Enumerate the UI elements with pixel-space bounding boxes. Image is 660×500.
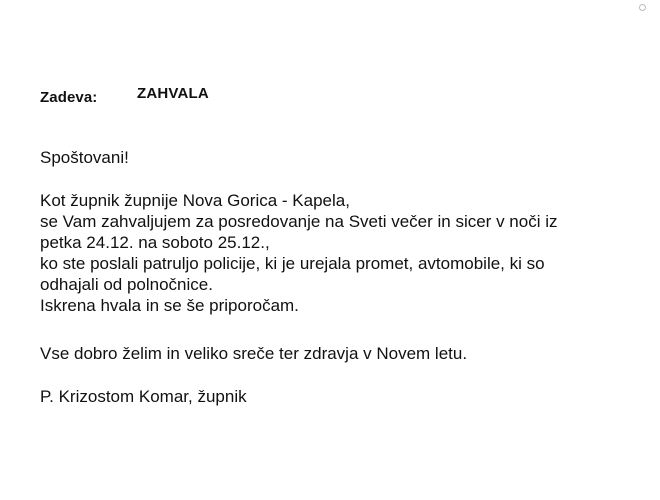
paragraph-line: se Vam zahvaljujem za posredovanje na Sveti večer in sicer v noči iz (40, 212, 558, 231)
paragraph-line: odhajali od polnočnice. (40, 275, 213, 294)
paragraph-line: Kot župnik župnije Nova Gorica - Kapela, (40, 191, 350, 210)
subject-value: ZAHVALA (137, 85, 209, 102)
thanks-paragraph (40, 190, 640, 316)
wishes-paragraph: Vse dobro želim in veliko sreče ter zdravja v Novem letu. (40, 344, 468, 363)
paragraph-line: Iskrena hvala in se še priporočam. (40, 296, 299, 315)
signature: P. Krizostom Komar, župnik (40, 387, 247, 406)
paragraph-line: ko ste poslali patruljo policije, ki je urejala promet, avtomobile, ki so (40, 254, 545, 273)
paragraph-line: petka 24.12. na soboto 25.12., (40, 233, 270, 252)
greeting: Spoštovani! (40, 148, 129, 167)
subject-label: Zadeva: (40, 89, 98, 106)
scan-corner-mark (639, 4, 646, 11)
